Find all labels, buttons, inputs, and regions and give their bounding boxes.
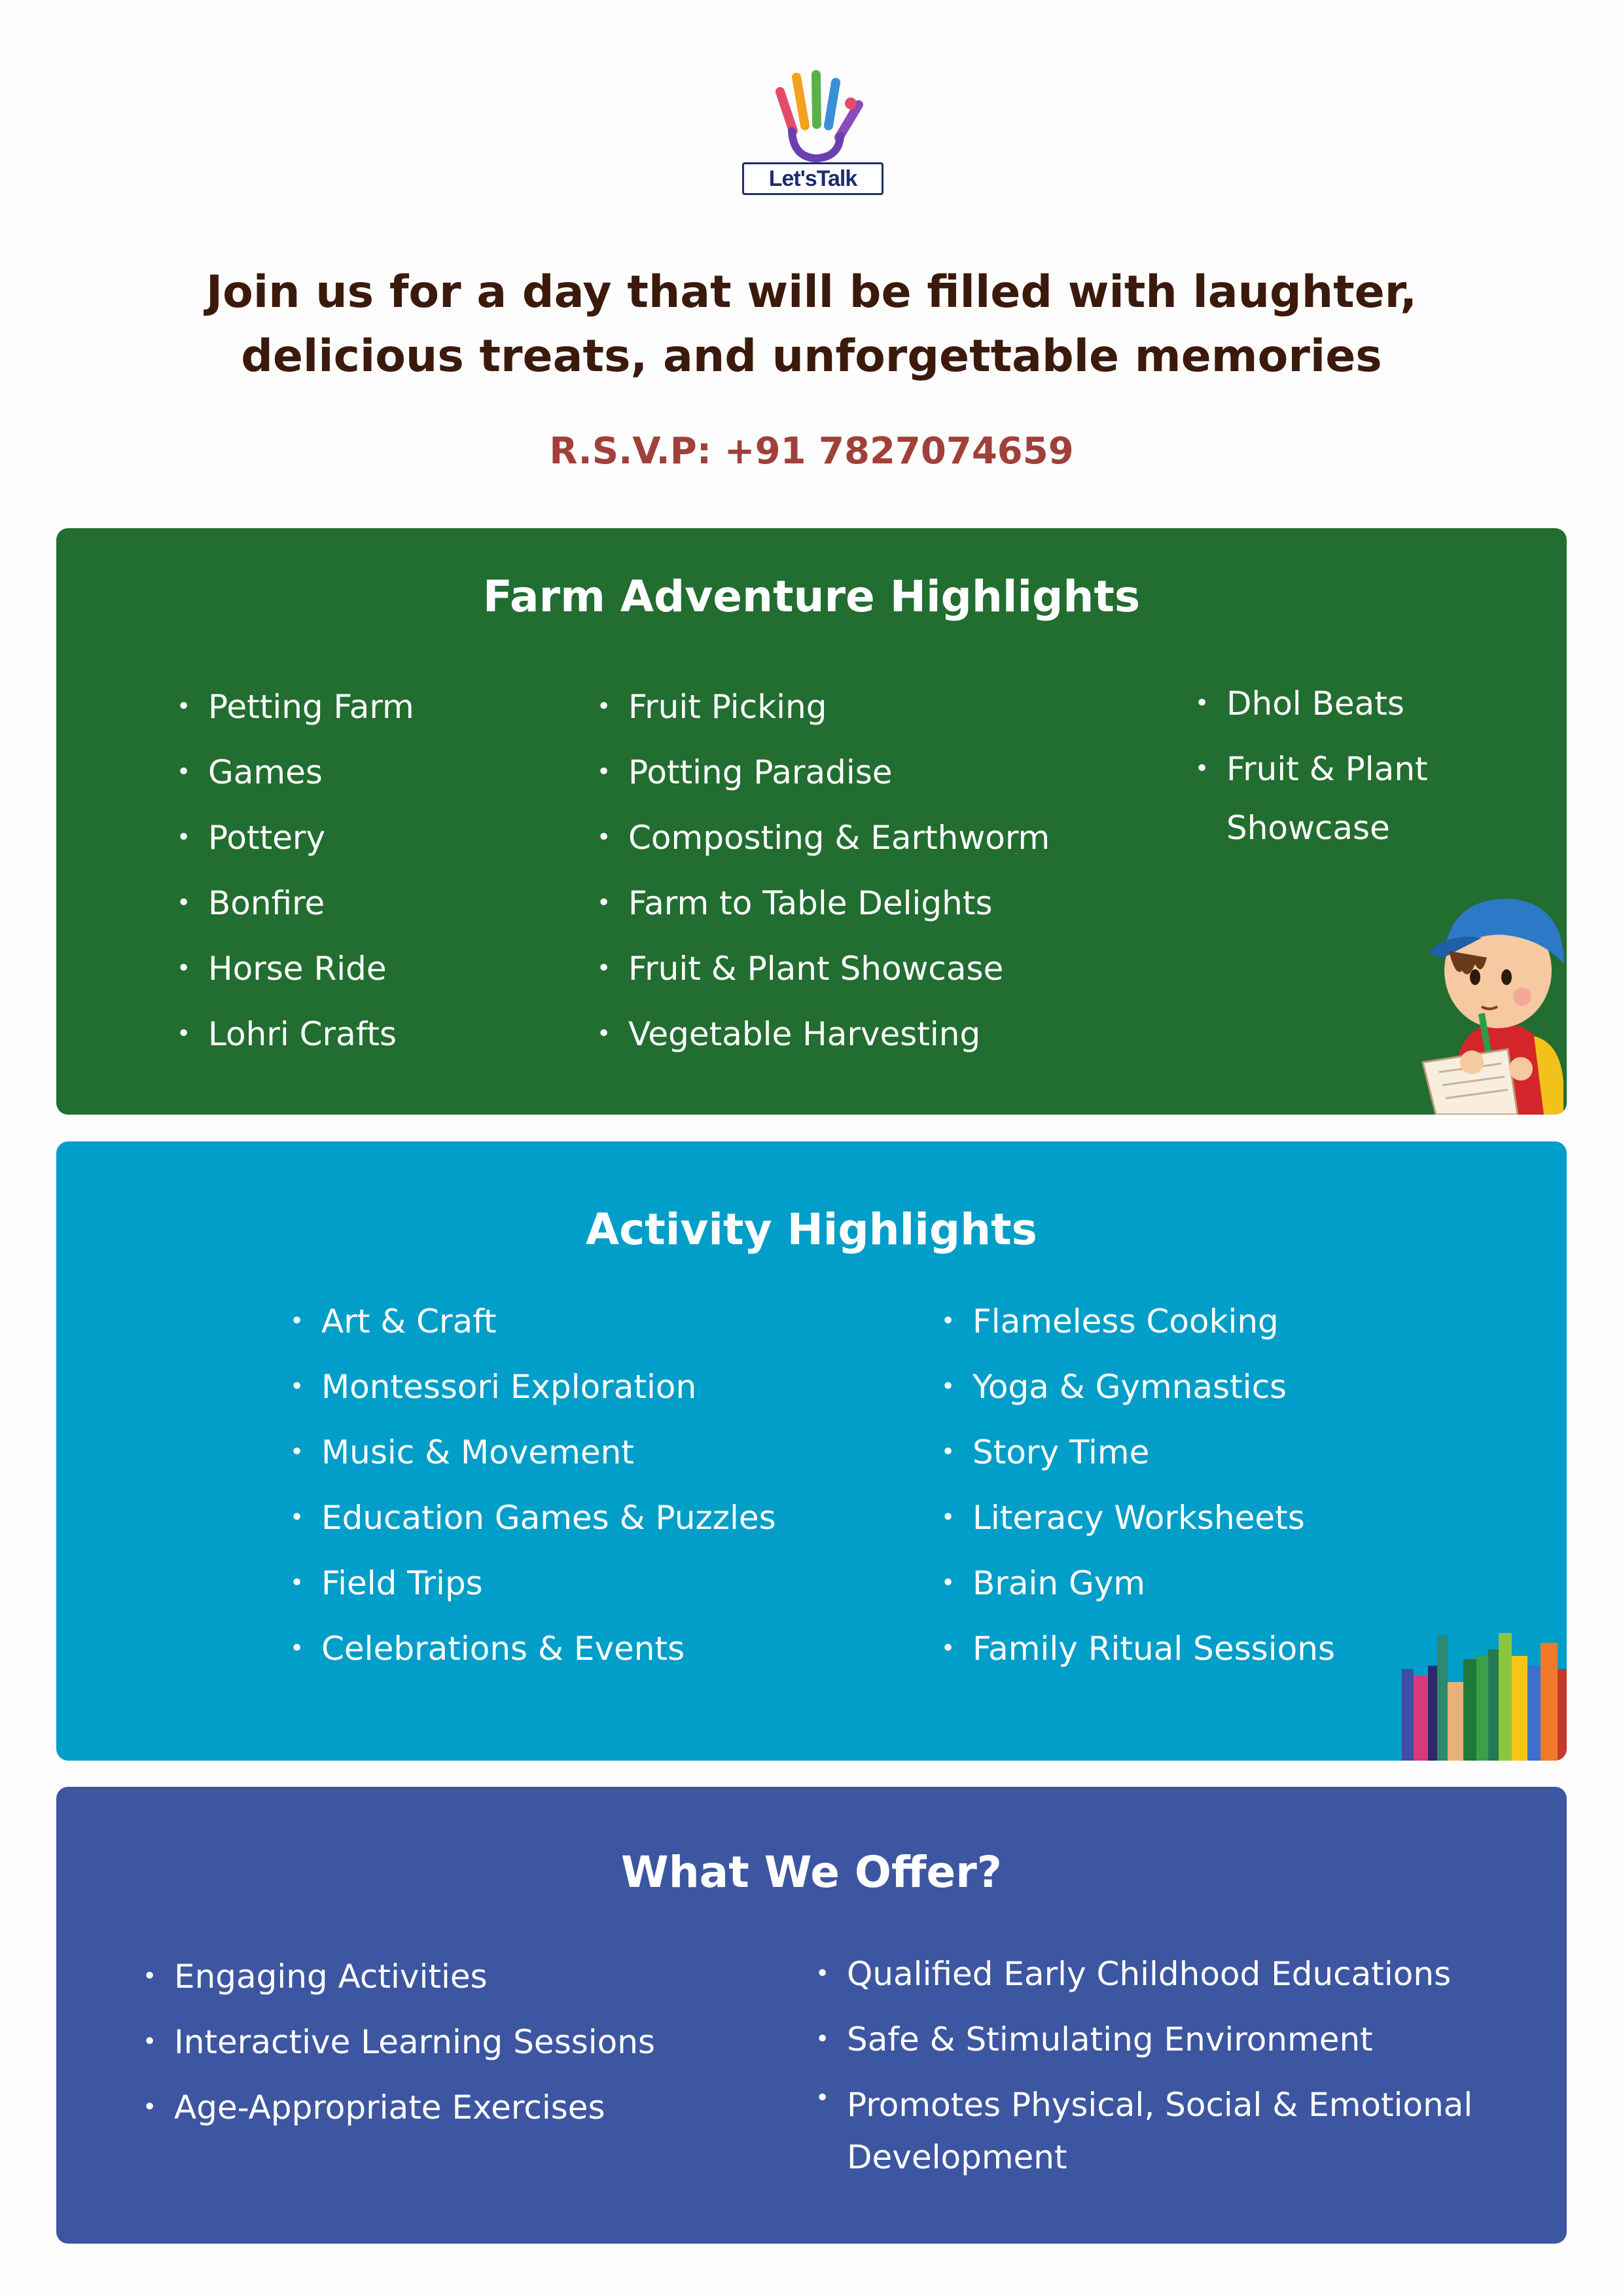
headline [131,260,1492,389]
headline-line-1: Join us for a day that will be filled with laughter, [205,266,1418,318]
list-item: • Lohri Crafts [177,1001,414,1067]
books-icon [1397,1630,1567,1761]
farm-panel-title: Farm Adventure Highlights [482,571,1141,622]
activity-list-col-1 [290,1289,776,1681]
list-item: • Music & Movement [290,1420,776,1485]
offer-list-col-1 [143,1944,655,2140]
list-item: • Vegetable Harvesting [597,1001,1050,1067]
list-item: • Yoga & Gymnastics [941,1354,1335,1420]
list-item: • Potting Paradise [597,740,1050,805]
list-item: • Age-Appropriate Exercises [143,2075,655,2140]
list-item: • Dhol Beats [1195,674,1462,733]
list-item: • Flameless Cooking [941,1289,1335,1354]
farm-list-col-1 [177,674,414,1067]
list-item: • Petting Farm [177,674,414,740]
list-item: • Interactive Learning Sessions [143,2009,655,2075]
list-item: • Safe & Stimulating Environment [815,2007,1554,2072]
list-item: • Fruit & Plant Showcase [1195,740,1462,857]
logo [734,65,891,203]
headline-line-2: delicious treats, and unforgettable memories [241,331,1382,382]
activity-list-col-2 [941,1289,1335,1681]
list-item: • Horse Ride [177,936,414,1001]
farm-list-col-2 [597,674,1050,1067]
list-item: • Field Trips [290,1551,776,1616]
list-item: • Promotes Physical, Social & Emotional Development [815,2072,1554,2183]
list-item: • Games [177,740,414,805]
list-item: • Bonfire [177,870,414,936]
list-item: • Fruit Picking [597,674,1050,740]
farm-list-col-3 [1195,674,1462,864]
list-item: • Celebrations & Events [290,1616,776,1681]
activity-highlights-panel [56,1141,1567,1761]
activity-panel-title: Activity Highlights [586,1204,1037,1255]
list-item: • Art & Craft [290,1289,776,1354]
list-item: • Qualified Early Childhood Educations [815,1941,1554,2007]
list-item: • Pottery [177,805,414,870]
list-item: • Fruit & Plant Showcase [597,936,1050,1001]
rsvp-phone[interactable]: R.S.V.P: +91 7827074659 [549,430,1074,473]
list-item: • Family Ritual Sessions [941,1616,1335,1681]
farm-highlights-panel [56,528,1567,1115]
list-item: • Brain Gym [941,1551,1335,1616]
what-we-offer-panel [56,1787,1567,2244]
list-item: • Engaging Activities [143,1944,655,2009]
child-writing-icon [1410,872,1567,1115]
handprint-icon [734,65,891,164]
list-item: • Montessori Exploration [290,1354,776,1420]
list-item: • Literacy Worksheets [941,1485,1335,1551]
list-item: • Story Time [941,1420,1335,1485]
offer-panel-title: What We Offer? [620,1847,1003,1897]
brand-logo-text: Let'sTalk [742,162,883,195]
list-item: • Education Games & Puzzles [290,1485,776,1551]
offer-list-col-2 [815,1941,1554,2183]
list-item: • Farm to Table Delights [597,870,1050,936]
list-item: • Composting & Earthworm [597,805,1050,870]
